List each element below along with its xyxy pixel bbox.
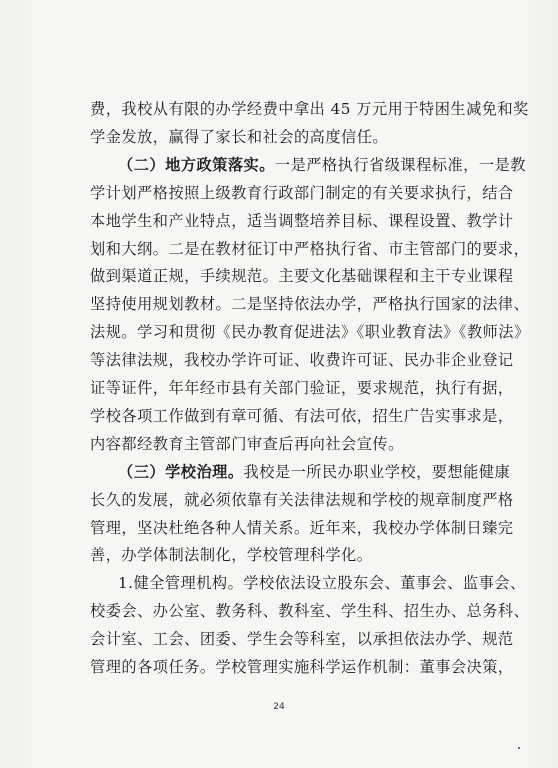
- text-line: [90, 431, 490, 457]
- line-text: 一是严格执行省级课程标准，一是教: [274, 155, 526, 174]
- text-line: [90, 487, 514, 513]
- line-text: 学计划严格按照上级教育行政部门制定的有关要求执行，结合: [90, 183, 514, 202]
- section-heading: （三）学校治理。: [118, 462, 244, 481]
- line-text: 学校各项工作做到有章可循、有法可依，招生广告实事求是，: [90, 406, 514, 425]
- page-number: 24: [273, 702, 285, 712]
- line-text: 等法律法规，我校办学许可证、收费许可证、民办非企业登记: [90, 351, 514, 370]
- text-line: [118, 152, 526, 178]
- line-text: 会计室、工会、团委、学生会等科室，以承担依法办学、规范: [90, 630, 514, 649]
- text-line: [90, 236, 530, 262]
- text-line: [90, 403, 514, 429]
- text-line: [90, 180, 514, 206]
- line-text: 内容都经教育主管部门审查后再向社会宣传。: [90, 434, 404, 453]
- line-text: 坚持使用规划教材。二是坚持依法办学，严格执行国家的法律、: [90, 295, 530, 314]
- text-line: [90, 263, 514, 289]
- text-line: [90, 96, 529, 122]
- line-text: 管理的各项任务。学校管理实施科学运作机制：董事会决策，: [90, 658, 514, 676]
- line-text: 法规。学习和贯彻《民办教育促进法》《职业教育法》《教师法》: [90, 323, 530, 342]
- text-line: [90, 319, 530, 345]
- line-text: 学金发放，赢得了家长和社会的高度信任。: [90, 127, 389, 146]
- line-text: 证等证件，年年经市县有关部门验证，要求规范，执行有据，: [90, 379, 514, 397]
- line-text: 善，办学体制法制化，学校管理科学化。: [90, 546, 373, 565]
- line-text: 做到渠道正规，手续规范。主要文化基础课程和主干专业课程: [90, 267, 514, 286]
- line-text: 1.健全管理机构。学校依法设立股东会、董事会、监事会、: [118, 574, 526, 593]
- text-line: [90, 124, 490, 150]
- text-line: [90, 626, 514, 652]
- text-line: [118, 459, 511, 485]
- text-line: [90, 208, 514, 234]
- line-text: 本地学生和产业特点，适当调整培养目标、课程设置、教学计: [90, 211, 514, 230]
- text-line: [90, 542, 490, 568]
- line-text: 费，我校从有限的办学经费中拿出 45 万元用于特困生减免和奖: [90, 100, 529, 118]
- section-heading: （二）地方政策落实。: [118, 155, 275, 174]
- text-line: [90, 375, 514, 401]
- line-text: 划和大纲。二是在教材征订中严格执行省、市主管部门的要求，: [90, 239, 530, 258]
- scan-speck: [518, 747, 520, 749]
- line-text: 校委会、办公室、教务科、教科室、学生科、招生办、总务科、: [90, 602, 530, 621]
- text-line: [90, 598, 530, 624]
- line-text: 管理，坚决杜绝各种人情关系。近年来，我校办学体制日臻完: [90, 518, 514, 537]
- text-line: [90, 291, 530, 317]
- text-line: [90, 347, 514, 373]
- text-line: [118, 570, 526, 596]
- text-line: [90, 654, 514, 680]
- line-text: 长久的发展，就必须依靠有关法律法规和学校的规章制度严格: [90, 490, 514, 509]
- text-line: [90, 515, 514, 541]
- line-text: 我校是一所民办职业学校，要想能健康: [243, 462, 511, 481]
